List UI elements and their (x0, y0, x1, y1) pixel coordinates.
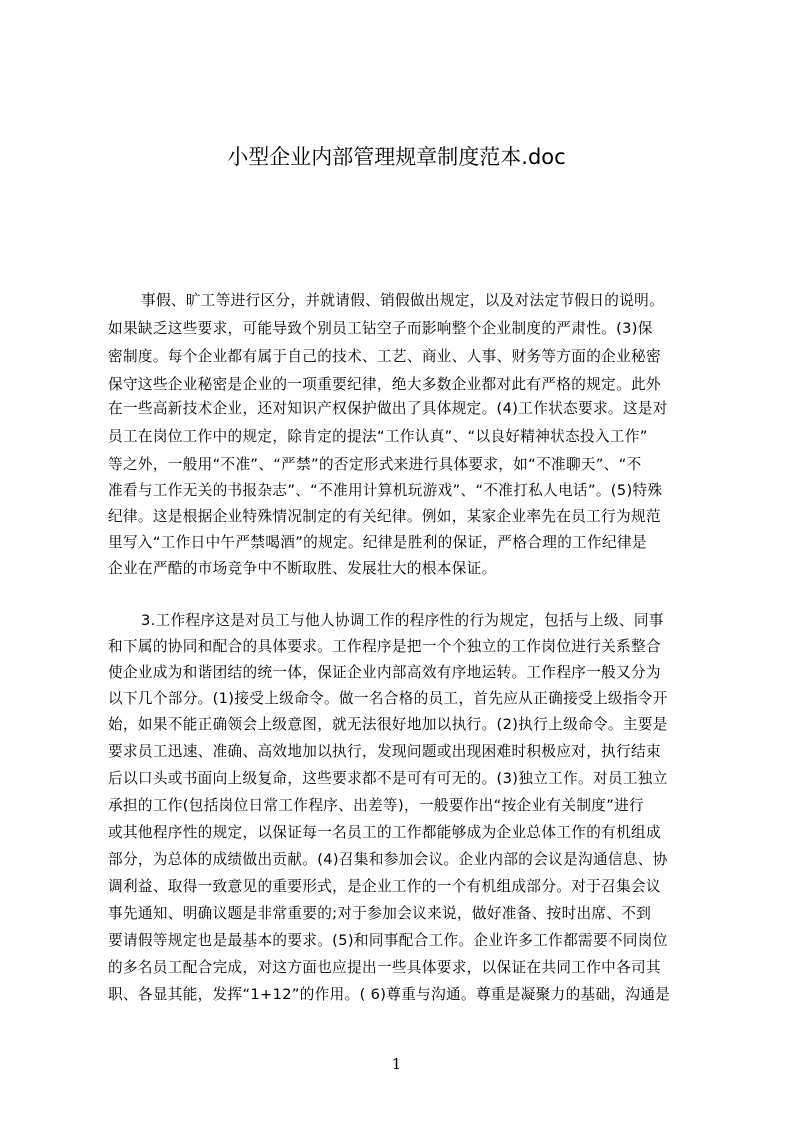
paragraph-line: 始，如果不能正确领会上级意图，就无法很好地加以执行。(2)执行上级命令。主要是 (108, 716, 668, 733)
paragraph-line: 员工在岗位工作中的规定，除肯定的提法“工作认真”、“以良好精神状态投入工作” (108, 428, 648, 445)
paragraph-line: 要请假等规定也是最基本的要求。(5)和同事配合工作。企业许多工作都需要不同岗位 (108, 932, 668, 949)
paragraph-line: 部分，为总体的成绩做出贡献。(4)召集和参加会议。企业内部的会议是沟通信息、协 (108, 851, 668, 868)
paragraph-line: 准看与工作无关的书报杂志”、“不准用计算机玩游戏”、“不准打私人电话”。(5)特殊 (108, 482, 663, 499)
paragraph-line: 里写入“工作日中午严禁喝酒”的规定。纪律是胜利的保证，严格合理的工作纪律是 (108, 534, 647, 551)
paragraph-line: 以下几个部分。(1)接受上级命令。做一名合格的员工，首先应从正确接受上级指令开 (108, 690, 668, 707)
paragraph-line: 事假、旷工等进行区分，并就请假、销假做出规定，以及对法定节假日的说明。 (141, 292, 665, 309)
paragraph-line: 在一些高新技术企业，还对知识产权保护做出了具体规定。(4)工作状态要求。这是对 (108, 400, 668, 417)
paragraph-line: 企业在严酷的市场竞争中不断取胜、发展壮大的根本保证。 (108, 560, 497, 577)
paragraph-line: 保守这些企业秘密是企业的一项重要纪律，绝大多数企业都对此有严格的规定。此外 (108, 376, 661, 393)
paragraph-line: 等之外，一般用“不准”、“严禁”的否定形式来进行具体要求，如“不准聊天”、“不 (108, 456, 642, 473)
paragraph-line: 要求员工迅速、准确、高效地加以执行，发现问题或出现困难时积极应对，执行结束 (108, 743, 661, 760)
page-number: 1 (391, 1055, 402, 1073)
paragraph-line: 或其他程序性的规定，以保证每一名员工的工作都能够成为企业总体工作的有机组成 (108, 824, 661, 841)
paragraph-line: 后以口头或书面向上级复命，这些要求都不是可有可无的。(3)独立工作。对员工独立 (108, 770, 668, 787)
paragraph-line: 3.工作程序这是对员工与他人协调工作的程序性的行为规定，包括与上级、同事 (141, 612, 664, 629)
paragraph-line: 密制度。每个企业都有属于自己的技术、工艺、商业、人事、财务等方面的企业秘密 (108, 348, 661, 365)
paragraph-line: 承担的工作(包括岗位日常工作程序、出差等)，一般要作出“按企业有关制度”进行 (108, 797, 644, 814)
paragraph-line: 使企业成为和谐团结的统一体，保证企业内部高效有序地运转。工作程序一般又分为 (108, 664, 661, 681)
paragraph-line: 事先通知、明确议题是非常重要的;对于参加会议来说，做好准备、按时出席、不到 (108, 905, 652, 922)
paragraph-line: 职、各显其能，发挥“1+12”的作用。( 6)尊重与沟通。尊重是凝聚力的基础，沟通是 (108, 986, 671, 1003)
paragraph-line: 和下属的协同和配合的具体要求。工作程序是把一个个独立的工作岗位进行关系整合 (108, 638, 661, 655)
paragraph-line: 纪律。这是根据企业特殊情况制定的有关纪律。例如，某家企业率先在员工行为规范 (108, 508, 661, 525)
document-title: 小型企业内部管理规章制度范本.doc (227, 145, 566, 169)
paragraph-line: 如果缺乏这些要求，可能导致个别员工钻空子而影响整个企业制度的严肃性。(3)保 (108, 320, 653, 337)
paragraph-line: 调利益、取得一致意见的重要形式，是企业工作的一个有机组成部分。对于召集会议 (108, 878, 661, 895)
paragraph-line: 的多名员工配合完成，对这方面也应提出一些具体要求，以保证在共同工作中各司其 (108, 959, 661, 976)
